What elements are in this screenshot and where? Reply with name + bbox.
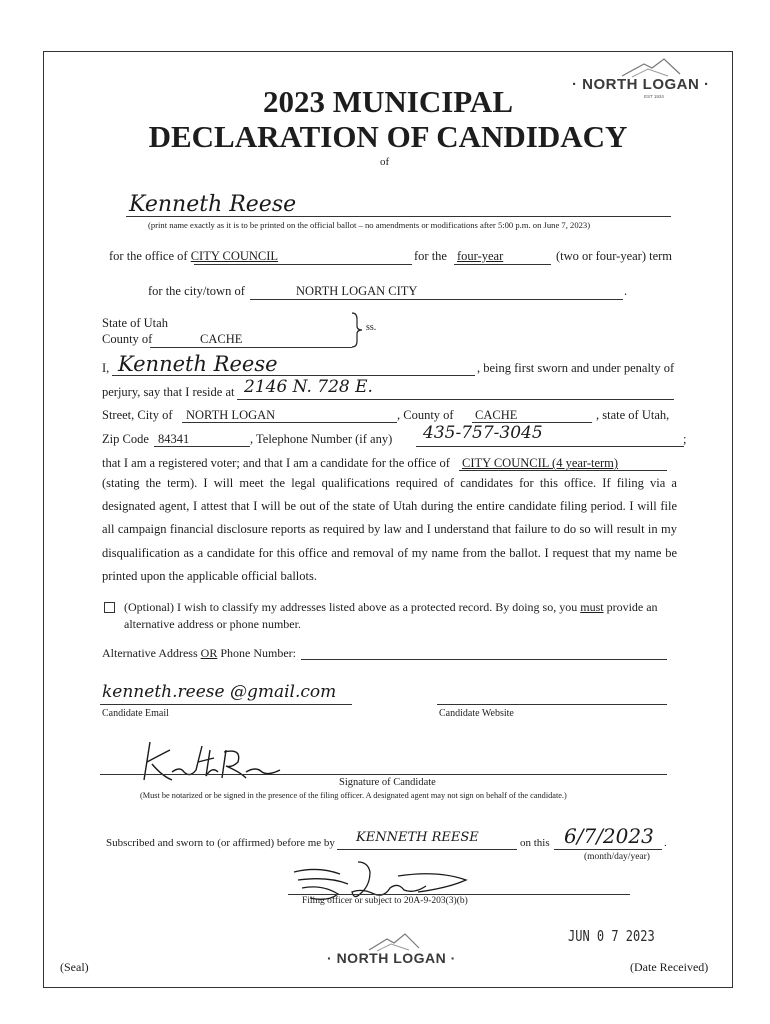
street-city-line: [182, 422, 397, 423]
optional-text-line-1: [124, 600, 658, 615]
filing-officer-line: [288, 894, 630, 895]
term-suffix: (two or four-year) term: [556, 249, 673, 263]
phone-handwritten: 435-757-3045: [423, 423, 543, 443]
candidate-website-label: Candidate Website: [439, 708, 514, 719]
logo-dot-icon: ·: [327, 950, 333, 966]
optional-text-before: (Optional) I wish to classify my addresses listed above as a protected record. By doing so, you: [124, 600, 578, 614]
city-value-line: [250, 299, 623, 300]
phone-label: , Telephone Number (if any): [250, 432, 393, 446]
logo-name: NORTH LOGAN: [582, 76, 700, 93]
ss-label: ss.: [366, 322, 377, 333]
candidate-signature-line[interactable]: [100, 774, 667, 775]
sworn-prefix: Subscribed and sworn to (or affirmed) before me by: [106, 837, 335, 849]
name-caption: (print name exactly as it is to be printed on the official ballot – no amendments or modifications after 5:00 p.m. on June 7, 2023): [148, 220, 591, 230]
date-received-label: (Date Received): [630, 960, 709, 974]
candidate-email-handwritten: kenneth.reese @gmail.com: [102, 682, 337, 702]
city-suffix: .: [624, 284, 628, 298]
street-city: NORTH LOGAN: [186, 408, 276, 422]
oath-prefix: I,: [102, 361, 110, 375]
state-label: State of Utah: [102, 316, 168, 330]
term-value-line: [454, 264, 551, 265]
sworn-period: .: [664, 837, 667, 849]
date-caption: (month/day/year): [584, 852, 650, 862]
voter-office: CITY COUNCIL (4 year-term): [462, 456, 619, 470]
candidate-signature-icon: [122, 732, 302, 792]
zip-value-line: [154, 446, 250, 447]
candidate-name-line: [126, 216, 671, 217]
reside-address-handwritten: 2146 N. 728 E.: [244, 377, 373, 397]
alt-address-after: Phone Number:: [220, 646, 296, 660]
optional-must: must: [580, 600, 604, 614]
protected-record-checkbox[interactable]: [104, 602, 115, 613]
voter-text: that I am a registered voter; and that I am a candidate for the office of: [102, 456, 450, 470]
office-value-line: [194, 264, 412, 265]
county-label: County of: [102, 332, 153, 346]
body-paragraph: (stating the term). I will meet the legal qualifications required of candidates for this office. If filing via a designated agent, I attest that I will be out of the state of Utah during the entire candidate filing period. I will file all campaign financial disclosure reports as required by law and I understand that failure to do so will result in my disqualification as a candidate for this office and removal of my name from the ballot. I request that my name be printed upon the applicable official ballots.: [102, 476, 677, 583]
reside-prefix: perjury, say that I reside at: [102, 385, 235, 399]
for-the-label: for the: [414, 249, 447, 263]
sworn-name-line: [337, 849, 517, 850]
candidate-email-label: Candidate Email: [102, 708, 169, 719]
alt-address-or: OR: [200, 646, 218, 660]
city-value: NORTH LOGAN CITY: [296, 284, 418, 298]
street-prefix: Street, City of: [102, 408, 173, 422]
sworn-date-line: [554, 849, 662, 850]
office-prefix: for the office of: [109, 249, 188, 263]
phone-line: [416, 446, 684, 447]
optional-text-line-2: alternative address or phone number.: [124, 617, 301, 631]
logo-dot-icon: ·: [450, 950, 456, 966]
logo-established: EST 1934: [644, 94, 664, 99]
title-line-2: DECLARATION OF CANDIDACY: [148, 119, 628, 154]
alt-address-label: [102, 646, 296, 661]
street-county: CACHE: [475, 408, 518, 422]
sworn-name-handwritten: KENNETH REESE: [356, 830, 479, 845]
office-line: [109, 249, 278, 264]
reside-address-line: [237, 399, 674, 400]
logo-dot-icon: ·: [572, 76, 578, 93]
sworn-on-this: on this: [520, 837, 550, 849]
alt-address-before: Alternative Address: [102, 646, 198, 660]
signature-label: Signature of Candidate: [339, 777, 436, 788]
oath-suffix: , being first sworn and under penalty of: [477, 361, 675, 375]
logo-dot-icon: ·: [704, 76, 710, 93]
term-value: four-year: [457, 249, 504, 263]
candidate-name-handwritten: Kenneth Reese: [129, 192, 297, 217]
seal-label: (Seal): [60, 960, 89, 974]
seal-logo-name: NORTH LOGAN: [336, 950, 447, 966]
county-value-line: [150, 347, 352, 348]
signature-note: (Must be notarized or be signed in the presence of the filing officer. A designated agent may not sign on behalf of the candidate.): [140, 791, 567, 800]
oath-name-handwritten: Kenneth Reese: [118, 352, 278, 376]
street-state: , state of Utah,: [596, 408, 670, 422]
optional-text-after: provide an: [606, 600, 658, 614]
date-received-stamp: JUN 0 7 2023: [568, 927, 655, 945]
candidate-website-line[interactable]: [437, 704, 667, 705]
title-line-1: 2023 MUNICIPAL: [263, 84, 513, 119]
title-of: of: [380, 156, 390, 168]
sworn-date-handwritten: 6/7/2023: [564, 824, 654, 848]
street-county-label: , County of: [397, 408, 454, 422]
office-value: CITY COUNCIL: [190, 249, 279, 263]
county-value: CACHE: [200, 332, 243, 346]
city-prefix: for the city/town of: [148, 284, 245, 298]
north-logan-seal-logo: [327, 932, 457, 976]
filing-officer-label: Filing officer or subject to 20A-9-203(3)(b): [302, 896, 468, 906]
phone-suffix: ;: [683, 432, 687, 446]
zip-prefix: Zip Code: [102, 432, 149, 446]
oath-name-line: [112, 375, 475, 376]
zip-value: 84341: [158, 432, 190, 446]
alt-address-line[interactable]: [301, 659, 667, 660]
candidate-email-line: [100, 704, 352, 705]
voter-office-line: [459, 470, 667, 471]
declaration-form: [43, 51, 733, 988]
term-line: [414, 249, 447, 264]
brace-icon: [350, 312, 364, 348]
